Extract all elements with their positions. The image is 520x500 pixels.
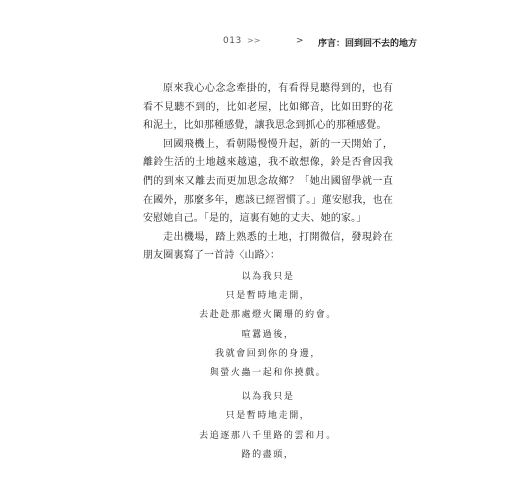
paragraph: 原來我心心念念牽掛的，有看得見聽得到的，也有看不見聽不到的，比如老屋，比如鄉音，比如田野的花和泥土，比如那種感覺，讓我思念到抓心的那種感覺。: [143, 83, 393, 132]
double-chevron-icon: >>: [247, 36, 261, 45]
poem-line: 喧囂過後，: [241, 329, 295, 340]
poem-line: 只是暫時地走開，: [225, 411, 311, 422]
poem-line: 以為我只是: [241, 392, 295, 403]
page-number: 013: [223, 36, 242, 46]
paragraph: 回國飛機上，看朝陽慢慢升起，新的一天開始了，離鈴生活的土地越來越遠，我不敢想像，鈴是否會因我們的到來又離去而更加思念故鄉？「她出國留學就一直在國外，那麼多年，應該已經習慣了。」蓮安慰我，也在安慰她自己。「是的，這裏有她的丈夫、她的家。」: [143, 138, 393, 225]
running-header: [0, 36, 520, 52]
poem-line: 與螢火蟲一起和你撓戲。: [209, 368, 327, 379]
poem-line: 只是暫時地走開，: [225, 291, 311, 302]
paragraph: 走出機場，踏上熟悉的土地，打開微信，發現鈴在朋友圈裏寫了一首詩〈山路〉：: [143, 231, 393, 262]
body-text: [143, 80, 393, 266]
poem: [143, 268, 393, 465]
poem-line: 我就會回到你的身邊，: [214, 348, 321, 359]
poem-line: 去追逐那八千里路的雲和月。: [199, 430, 337, 441]
poem-line: 路的盡頭，: [241, 449, 295, 460]
poem-line: 以為我只是: [241, 272, 295, 282]
chevron-right-icon: >: [296, 36, 304, 46]
poem-line: 去赴赴那處燈火闌珊的約會。: [199, 310, 337, 321]
chapter-title: 序言：回到回不去的地方: [318, 39, 418, 49]
